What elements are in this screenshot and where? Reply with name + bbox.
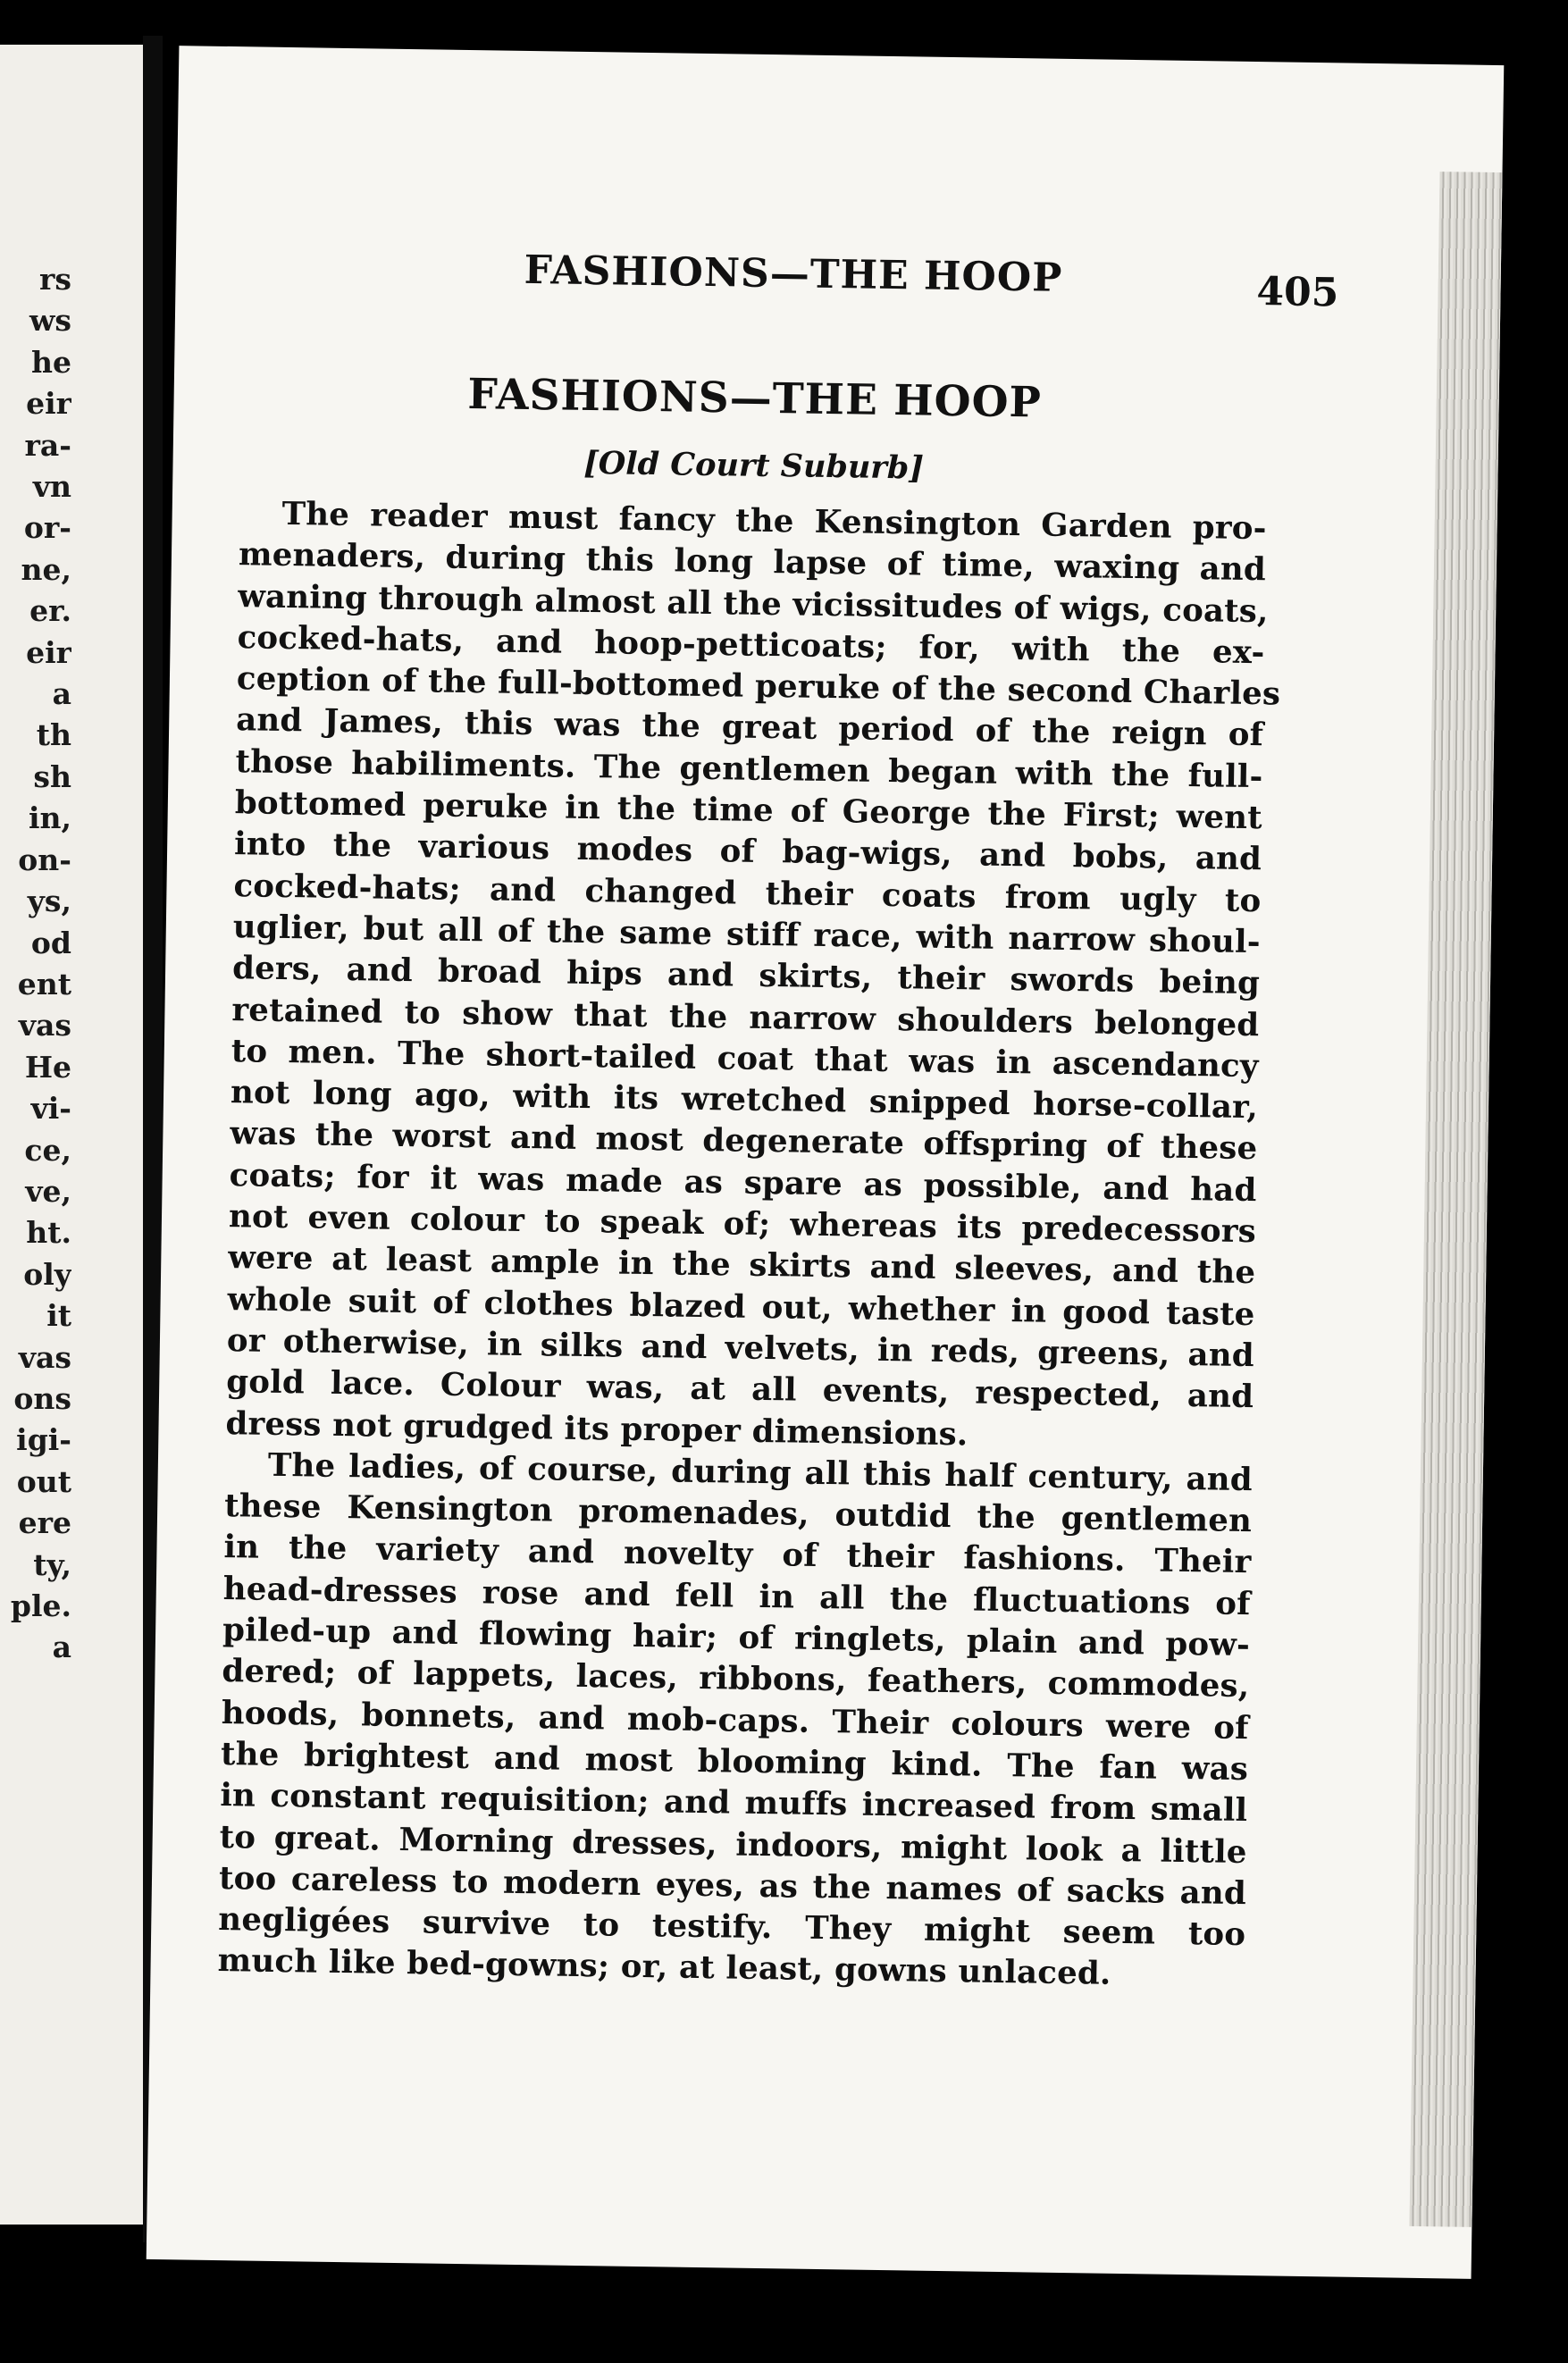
text-line: in constant requisition; and muffs increased from small — [220, 1777, 1248, 1830]
text-line: piled-up and flowing hair; of ringlets, plain and pow- — [222, 1612, 1251, 1664]
facing-page-fragment: ty, — [33, 1546, 71, 1582]
text-line: cocked-hats, and hoop-petticoats; for, with the ex- — [237, 619, 1265, 672]
text-line: cocked-hats; and changed their coats from ugly to — [233, 867, 1262, 919]
book-page — [147, 46, 1505, 2279]
text-line: was the worst and most degenerate offspring of these — [230, 1115, 1258, 1168]
facing-page-fragment: vas — [18, 1339, 71, 1375]
facing-page-fragment: ent — [17, 966, 71, 1001]
facing-page-fragment: in, — [28, 800, 71, 836]
text-line: coats; for it was made as spare as possible, and had — [229, 1156, 1257, 1209]
text-line: too careless to modern eyes, as the names of sacks and — [218, 1859, 1247, 1912]
text-line: in the variety and novelty of their fashions. Their — [223, 1529, 1252, 1581]
text-line: bottomed peruke in the time of George the First; went — [234, 784, 1263, 837]
facing-page-fragment: vn — [32, 469, 71, 505]
text-line: waning through almost all the vicissitudes of wigs, coats, — [238, 577, 1269, 630]
text-line: to great. Morning dresses, indoors, might look a little — [219, 1818, 1247, 1871]
facing-page-fragment: ere — [18, 1505, 71, 1541]
text-line: were at least ample in the skirts and sleeves, and the — [228, 1239, 1256, 1292]
running-head: FASHIONS—THE HOOP — [524, 247, 1063, 301]
facing-page-fragment: vi- — [30, 1091, 71, 1127]
text-line: ders, and broad hips and skirts, their swords being — [231, 950, 1261, 1002]
facing-page-fragment: on- — [18, 842, 71, 877]
text-line: ception of the full-bottomed peruke of the second Charles — [236, 660, 1281, 713]
text-line: into the various modes of bag-wigs, and bobs, and — [233, 825, 1262, 878]
text-line: hoods, bonnets, and mob-caps. Their colours were of — [221, 1694, 1249, 1747]
text-line: The ladies, of course, during all this half century, and — [267, 1446, 1254, 1498]
facing-page-fragment: ve, — [25, 1173, 71, 1209]
facing-page-fragment: ws — [29, 303, 71, 339]
facing-page-fragment: He — [24, 1049, 71, 1085]
text-line: head-dresses rose and fell in all the fluctuations of — [222, 1570, 1252, 1622]
facing-page-fragment: eir — [26, 634, 71, 670]
page-edge — [1409, 172, 1502, 2227]
facing-page-fragment: ple. — [10, 1588, 71, 1623]
facing-page-fragment: ht. — [26, 1215, 71, 1251]
text-line: or otherwise, in silks and velvets, in reds, greens, and — [226, 1322, 1255, 1375]
text-line: dered; of lappets, laces, ribbons, feathers, commodes, — [222, 1653, 1250, 1705]
facing-page-fragment: ne, — [21, 551, 71, 587]
facing-page-fragment: ra- — [24, 427, 71, 463]
facing-page-fragment: rs — [39, 262, 71, 297]
text-line: menaders, during this long lapse of time, waxing and — [238, 536, 1267, 589]
facing-page-fragment: eir — [26, 386, 71, 422]
text-line: whole suit of clothes blazed out, whether in good taste — [227, 1280, 1255, 1333]
text-line: not even colour to speak of; whereas its predecessors — [228, 1198, 1257, 1251]
facing-page-fragment: oly — [23, 1256, 71, 1292]
section-title: FASHIONS—THE HOOP — [467, 369, 1043, 428]
text-line: negligées survive to testify. They might seem too — [218, 1901, 1246, 1954]
facing-page-fragment: od — [30, 925, 71, 960]
text-line: much like bed-gowns; or, at least, gowns unlaced. — [217, 1942, 1111, 1993]
text-line: dress not grudged its proper dimensions. — [225, 1404, 968, 1453]
facing-page-fragment: it — [46, 1298, 71, 1334]
facing-page-fragment: er. — [29, 593, 71, 629]
facing-page-fragment: a — [52, 676, 71, 712]
body-text — [217, 493, 1281, 1998]
facing-page-fragment: ce, — [24, 1132, 71, 1168]
text-line: those habiliments. The gentlemen began with the full- — [235, 742, 1263, 795]
facing-page-fragment: he — [31, 344, 71, 380]
facing-page-fragment: a — [52, 1630, 71, 1665]
text-line: these Kensington promenades, outdid the gentlemen — [223, 1487, 1253, 1540]
facing-page-fragment: ys, — [27, 884, 71, 919]
text-line: the brightest and most blooming kind. The fan was — [220, 1735, 1249, 1789]
text-line: The reader must fancy the Kensington Garden pro- — [281, 495, 1267, 548]
text-line: retained to show that the narrow shoulders belonged — [231, 991, 1260, 1043]
text-line: not long ago, with its wretched snipped horse-collar, — [230, 1074, 1259, 1127]
text-line: uglier, but all of the same stiff race, with narrow shoul- — [232, 909, 1262, 961]
facing-page-fragment: out — [16, 1463, 71, 1499]
facing-page-fragment: or- — [23, 510, 71, 546]
facing-page-fragment: igi- — [16, 1422, 71, 1458]
facing-page-text-fragments — [0, 259, 71, 1669]
page-number: 405 — [1256, 269, 1339, 316]
facing-page-fragment: sh — [33, 758, 71, 794]
text-line: to men. The short-tailed coat that was in ascendancy — [231, 1032, 1259, 1085]
facing-page-fragment: th — [36, 717, 71, 753]
facing-page-fragment: ons — [13, 1380, 71, 1416]
text-line: and James, this was the great period of the reign of — [235, 701, 1264, 754]
facing-page-fragment: vas — [18, 1008, 71, 1043]
text-line: gold lace. Colour was, at all events, respected, and — [225, 1363, 1254, 1416]
section-subtitle: [Old Court Suburb] — [583, 444, 925, 487]
